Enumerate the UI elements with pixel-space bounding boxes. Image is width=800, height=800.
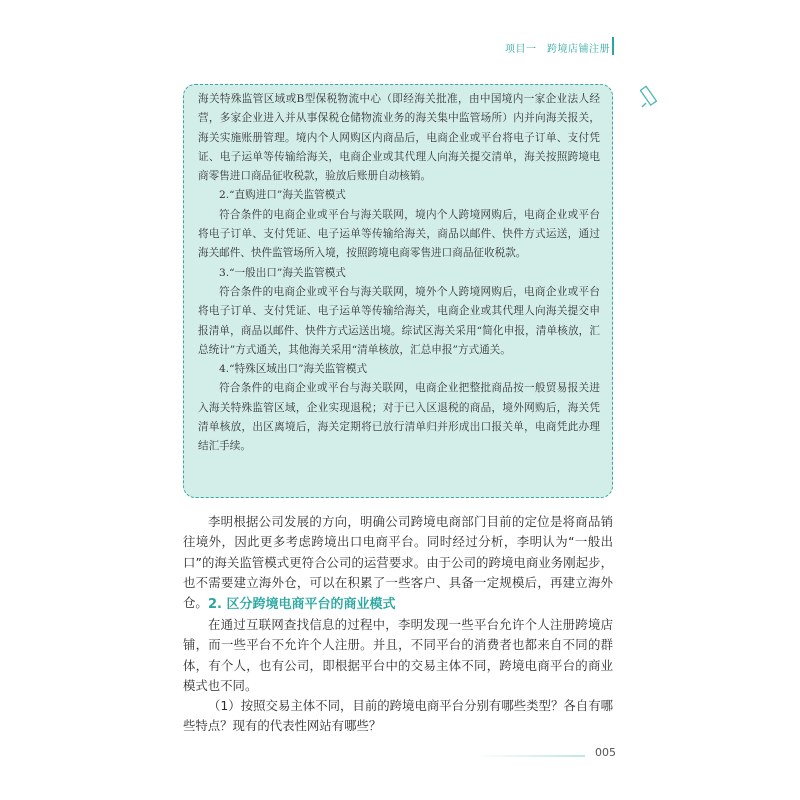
header-divider xyxy=(612,37,614,55)
body-paragraph: 在通过互联网查找信息的过程中，李明发现一些平台允许个人注册跨境店铺，而一些平台不允许个人注册。并且，不同平台的消费者也都来自不同的群体，有个人，也有公司，即根据平台中的交易主体不同，跨境电商平台的商业模式也不同。 xyxy=(183,617,613,693)
body-question: （1）按照交易主体不同，目前的跨境电商平台分别有哪些类型？各自有哪些特点？现有的代表性网站有哪些？ xyxy=(183,698,613,734)
box-paragraph-general-export: 符合条件的电商企业或平台与海关联网，境外个人跨境网购后，电商企业或平台将电子订单、支付凭证、电子运单等传输给海关，电商企业或其代理人向海关提交申报清单，商品以邮件、快件方式运送出境。综试区海关采用“简化申报，清单核放，汇总统计”方式通关，其他海关采用“清单核放，汇总申报”方式通关。 xyxy=(198,285,600,356)
box-heading-general-export: 3.“一般出口”海关监管模式 xyxy=(219,266,346,279)
footer-divider xyxy=(475,755,585,757)
header-title: 项目一 跨境店铺注册 xyxy=(505,44,610,55)
box-heading-direct-import: 2.“直购进口”海关监管模式 xyxy=(219,189,346,202)
box-heading-special-zone-export: 4.“特殊区域出口”海关监管模式 xyxy=(219,363,368,376)
body-block-2 xyxy=(183,615,613,737)
body-paragraph: 李明根据公司发展的方向，明确公司跨境电商部门目前的定位是将商品销往境外，因此更多考虑跨境出口电商平台。同时经过分析，李明认为“一般出口”的海关监管模式更符合公司的运营要求。由于公司的跨境电商业务刚起步，也不需要建立海外仓，可以在积累了一些客户、具备一定规模后，再建立海外仓。 xyxy=(183,514,613,611)
box-paragraph-direct-import: 符合条件的电商企业或平台与海关联网，境内个人跨境网购后，电商企业或平台将电子订单、支付凭证、电子运单等传输给海关，商品以邮件、快件方式运送，通过海关邮件、快件监管场所入境，按照跨境电商零售进口商品征收税款。 xyxy=(198,208,600,260)
box-paragraph-special-zone-export: 符合条件的电商企业或平台与海关联网，电商企业把整批商品按一般贸易报关进入海关特殊监管区域，企业实现退税；对于已入区退税的商品，境外网购后，海关凭清单核放，出区离境后，海关定期将已放行清单归并形成出口报关单，电商凭此办理结汇手续。 xyxy=(198,382,600,453)
customs-modes-box xyxy=(183,84,613,498)
box-intro-paragraph: 海关特殊监管区域或B型保税物流中心（即经海关批准，由中国境内一家企业法人经营，多家企业进入并从事保税仓储物流业务的海关集中监管场所）内并向海关报关，海关实施账册管理。境内个人网购区内商品后，电商企业或平台将电子订单、支付凭证、电子运单等传输给海关，电商企业或其代理人向海关提交清单，海关按照跨境电商零售进口商品征收税款，验放后账册自动核销。 xyxy=(198,93,600,183)
pencil-icon xyxy=(640,85,660,111)
section-heading: 2. 区分跨境电商平台的商业模式 xyxy=(208,597,396,612)
page-number: 005 xyxy=(595,746,616,759)
